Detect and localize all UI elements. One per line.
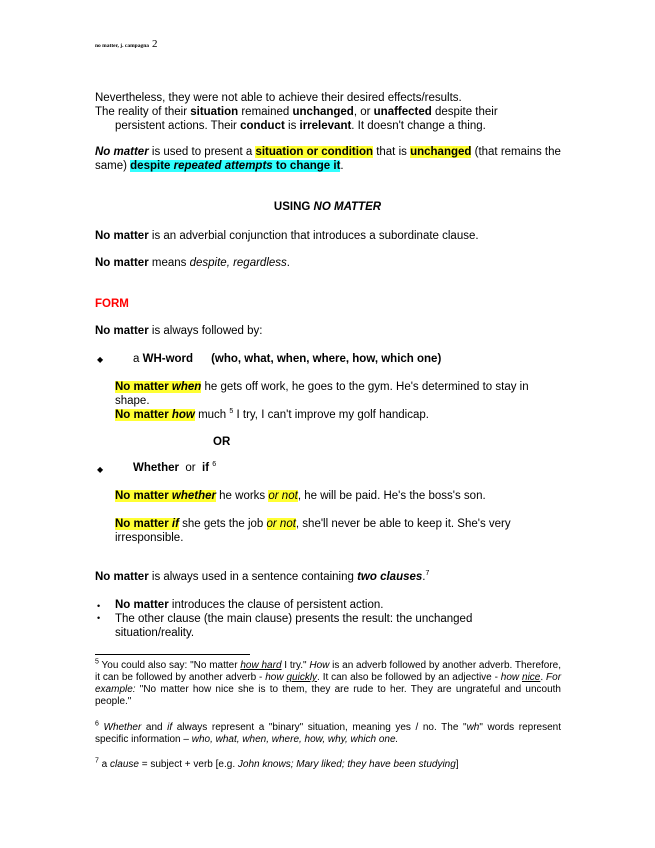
example-if: No matter if she gets the job or not, she'll never be able to keep it. She's very irresponsible. [115, 518, 511, 544]
footnote-7: $^7$ a clause = subject + verb [e.g. John knows; Mary liked; they have been studying] [95, 757, 459, 770]
bullet-whether-if: Whether or if $^6$ [133, 461, 217, 474]
adverbial-paragraph: No matter is an adverbial conjunction that introduces a subordinate clause. [95, 230, 479, 242]
or-label: OR [213, 436, 231, 448]
example-when: No matter when he gets off work, he goes to the gym. He's determined to stay in shape. [115, 381, 529, 407]
list-item: The other clause (the main clause) presents the result: the unchanged situation/reality. [115, 613, 473, 639]
footnote-divider [95, 654, 250, 655]
running-header [95, 38, 158, 50]
example-how: No matter how much $^5$ I try, I can't improve my golf handicap. [115, 408, 429, 421]
footnote-5: $^5$ You could also say: "No matter how hard I try." How is an adverb followed by another adverb. Therefore, it can be followed by another adverb - how quickly. It can also be followed by an adjective - how nice. For example: "No matter how nice she is to them, they are rude to her. They are ungrateful and uncouth people." [95, 658, 562, 707]
intro-line1: Nevertheless, they were not able to achieve their desired effects/results. [95, 92, 462, 104]
intro-line2: The reality of their situation remained unchanged, or unaffected despite their persistent actions. Their conduct is irrelevant. It doesn't change a thing. [95, 106, 498, 132]
followed-by-paragraph: No matter is always followed by: [95, 325, 263, 337]
running-title: no matter, j. campagna [95, 43, 150, 49]
list-item: No matter introduces the clause of persistent action. [115, 599, 384, 611]
bullet-icon: ◆ [97, 355, 104, 364]
bullet-wh-word: a WH-word (who, what, when, where, how, which one) [133, 353, 442, 365]
intro-paragraph [95, 91, 535, 133]
bullet-dot-icon: • [97, 601, 101, 611]
two-clauses-paragraph: No matter is always used in a sentence containing two clauses.$^7$ [95, 570, 430, 583]
example-whether: No matter whether he works or not, he will be paid. He's the boss's son. [115, 490, 486, 502]
means-paragraph: No matter means despite, regardless. [95, 257, 290, 269]
page-number: 2 [152, 38, 158, 50]
footnote-6: $^6$ Whether and if always represent a "binary" situation, meaning yes / no. The "wh" words represent specific information – who, what, when, where, how, why, which one. [95, 720, 562, 745]
bullet-icon: ◆ [97, 465, 104, 474]
form-heading: FORM [95, 298, 129, 310]
section-heading: USING NO MATTER [273, 201, 382, 213]
bullet-dot-icon: • [97, 613, 101, 623]
definition-paragraph: No matter is used to present a situation or condition that is unchanged (that remains the same) despite repeated attempts to change it. [95, 146, 561, 172]
